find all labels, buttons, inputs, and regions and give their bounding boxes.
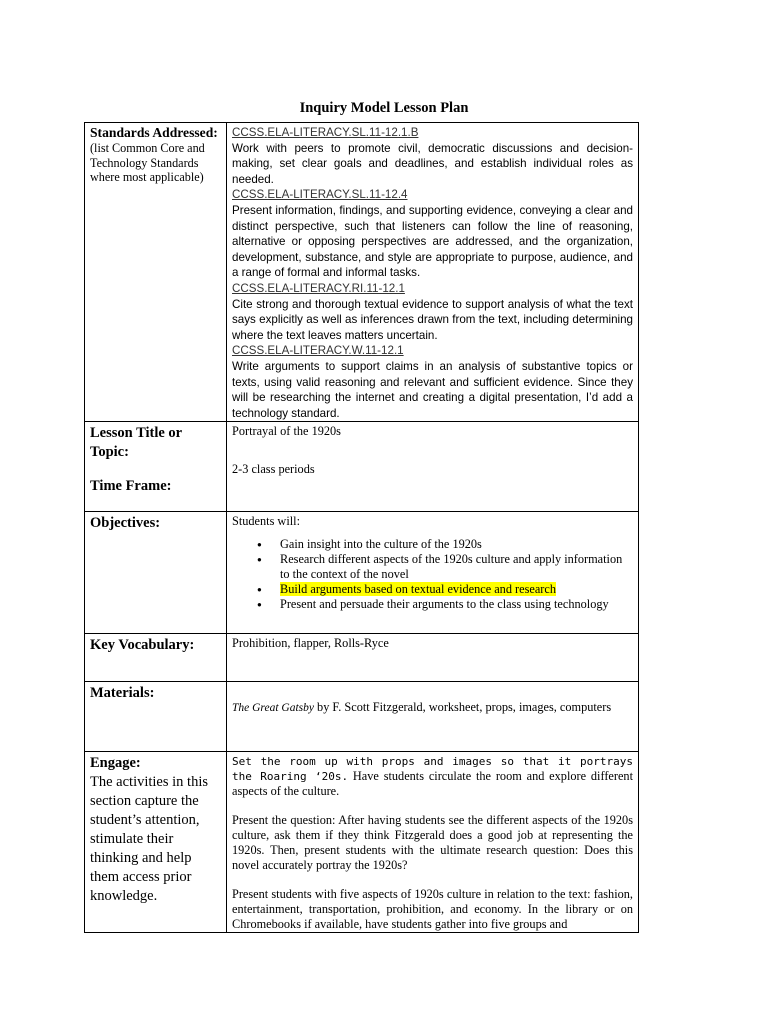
- objectives-content-cell: [227, 512, 639, 634]
- materials-label: Materials:: [90, 685, 155, 702]
- engage-label: Engage:: [90, 755, 141, 772]
- objective-item: [280, 582, 633, 597]
- time-frame-value: 2-3 class periods: [232, 462, 315, 477]
- vocabulary-content-cell: [227, 634, 639, 682]
- standard-code[interactable]: CCSS.ELA-LITERACY.W.11-12.1: [232, 344, 404, 358]
- engage-content-cell: [227, 752, 639, 933]
- objectives-label: Objectives:: [90, 515, 161, 532]
- materials-content-cell: [227, 682, 639, 752]
- objectives-row: [85, 512, 639, 634]
- lesson-content-cell: [227, 422, 639, 512]
- objectives-list: [232, 537, 633, 612]
- vocabulary-row: [85, 634, 639, 682]
- objectives-intro: Students will:: [232, 514, 300, 529]
- lesson-title-label: Lesson Title or Topic:: [90, 425, 182, 461]
- standard-text: Write arguments to support claims in an analysis of substantive topics or texts, using valid reasoning and relevant and sufficient evidence. Since they will be researching the internet and creating a digital presentation, I’d add a technology standard.: [232, 359, 633, 420]
- engage-description: The activities in this section capture the student’s attention, stimulate their thinking and help them access prior knowledge.: [90, 774, 208, 905]
- engage-intro-rest: Have students circulate the room and explore different aspects of the culture.: [232, 769, 633, 799]
- standard-text: Cite strong and thorough textual evidence to support analysis of what the text says explicitly as well as inferences drawn from the text, including determining where the text leaves matters uncertain.: [232, 297, 633, 342]
- objectives-label-cell: [85, 512, 227, 634]
- engage-label-cell: [85, 752, 227, 933]
- lesson-title-value: Portrayal of the 1920s: [232, 424, 341, 439]
- lesson-plan-table: [84, 122, 639, 933]
- materials-rest: by F. Scott Fitzgerald, worksheet, props, images, computers: [313, 700, 612, 715]
- objective-item: ● Present and persuade their arguments to the class using technology: [280, 597, 633, 612]
- book-title: The Great Gatsby: [232, 702, 314, 715]
- standards-row: [85, 123, 639, 422]
- engage-intro-line: Set the room up with props and images so that it portrays the Roaring ‘20s.: [232, 755, 633, 784]
- materials-label-cell: [85, 682, 227, 752]
- standard-code[interactable]: CCSS.ELA-LITERACY.SL.11-12.4: [232, 188, 408, 202]
- engage-paragraph-1: [232, 754, 633, 799]
- lesson-row: [85, 422, 639, 512]
- standards-content-cell: [227, 123, 639, 422]
- standards-label: Standards Addressed:: [90, 125, 218, 140]
- engage-paragraph-2: Present the question: After having students see the different aspects of the 1920s culture, ask them if they think Fitzgerald does a good job at representing the 1920s. Then, present students with the ultimate research question: Does this novel accurately portray the 1920s?: [232, 813, 633, 873]
- page-title: Inquiry Model Lesson Plan: [299, 100, 469, 116]
- vocabulary-label: Key Vocabulary:: [90, 637, 195, 654]
- standards-label-cell: [85, 123, 227, 422]
- standard-code[interactable]: CCSS.ELA-LITERACY.RI.11-12.1: [232, 281, 405, 295]
- vocabulary-label-cell: [85, 634, 227, 682]
- engage-row: [85, 752, 639, 933]
- objective-item: ● Research different aspects of the 1920s culture and apply information to the context of the novel: [280, 552, 633, 582]
- time-frame-label: Time Frame:: [90, 478, 172, 495]
- engage-paragraph-3: Present students with five aspects of 1920s culture in relation to the text: fashion, entertainment, transportation, prohibition, and economy. In the library or on Chromebooks if available, have students gather into five groups and: [232, 887, 633, 932]
- standard-text: Work with peers to promote civil, democratic discussions and decision-making, set clear goals and deadlines, and establish individual roles as needed.: [232, 141, 633, 186]
- materials-row: [85, 682, 639, 752]
- standard-code[interactable]: CCSS.ELA-LITERACY.SL.11-12.1.B: [232, 126, 419, 139]
- standards-sub-label: (list Common Core and Technology Standards where most applicable): [90, 141, 205, 184]
- objective-item: ● Gain insight into the culture of the 1920s: [280, 537, 633, 552]
- materials-value: [232, 700, 633, 716]
- lesson-label-cell: [85, 422, 227, 512]
- standard-text: Present information, findings, and supporting evidence, conveying a clear and distinct perspective, such that listeners can follow the line of reasoning, alternative or opposing perspectives are addressed, and the organization, development, substance, and style are appropriate to purpose, audience, and a range of formal and informal tasks.: [232, 203, 633, 280]
- highlighted-objective: Build arguments based on textual evidence and research: [280, 582, 557, 597]
- vocabulary-value: Prohibition, flapper, Rolls-Ryce: [232, 636, 389, 651]
